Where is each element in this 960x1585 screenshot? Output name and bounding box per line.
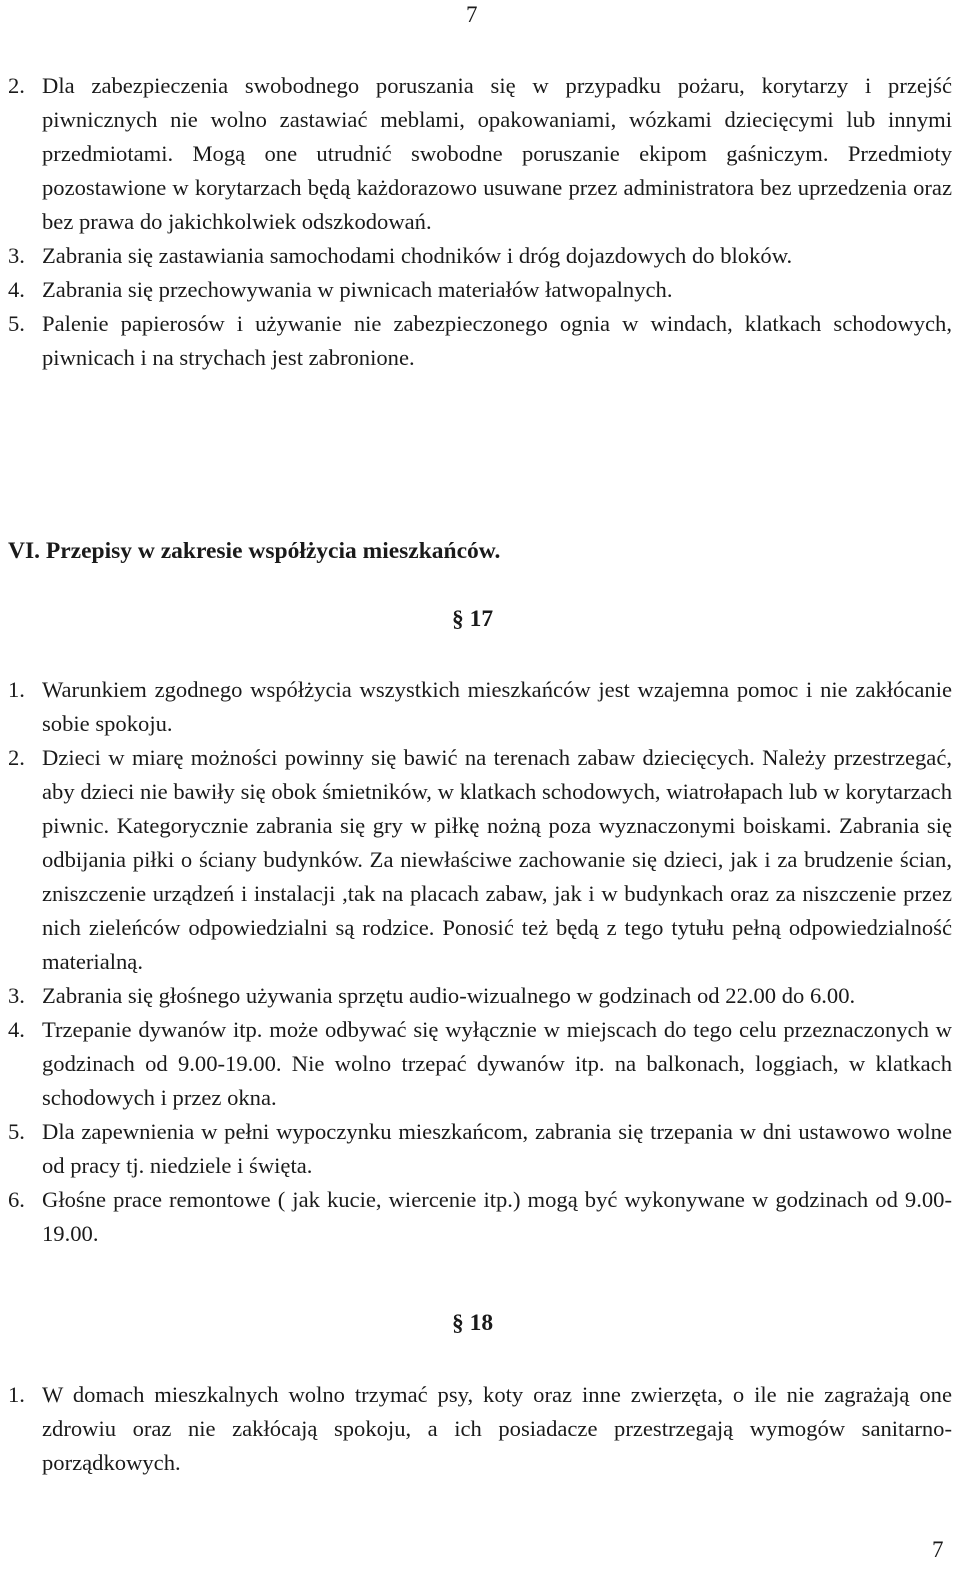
item-text: Warunkiem zgodnego współżycia wszystkich mieszkańców jest wzajemna pomoc i nie zakłócanie sobie spokoju. (42, 677, 952, 736)
item-text: Trzepanie dywanów itp. może odbywać się wyłącznie w miejscach do tego celu przeznaczonych w godzinach od 9.00-19.00. Nie wolno trzepać dywanów itp. na balkonach, loggiach, w klatkach schodowych i przez okna. (42, 1017, 952, 1110)
paragraph-17-list (8, 673, 952, 1251)
item-text: Zabrania się przechowywania w piwnicach materiałów łatwopalnych. (42, 277, 673, 302)
item-number: 3. (8, 243, 25, 268)
item-text: Dla zabezpieczenia swobodnego poruszania się w przypadku pożaru, korytarzy i przejść piwnicznych nie wolno zastawiać meblami, opakowaniami, wózkami dziecięcymi lub innymi przedmiotami. Mogą one utrudnić swobodne poruszanie ekipom gaśniczym. Przedmioty pozostawione w korytarzach będą każdorazowo usuwane przez administratora bez uprzedzenia oraz bez prawa do jakichkolwiek odszkodowań. (42, 73, 952, 234)
list-item (8, 741, 952, 979)
item-number: 4. (8, 277, 25, 302)
page-number-top: 7 (466, 2, 478, 27)
item-number: 2. (8, 73, 25, 98)
list-item (8, 273, 952, 307)
section-heading: VI. Przepisy w zakresie współżycia mieszkańców. (8, 538, 501, 564)
item-number: 5. (8, 311, 25, 336)
list-item (8, 673, 952, 741)
item-number: 5. (8, 1119, 25, 1144)
list-item (8, 239, 952, 273)
paragraph-18-list (8, 1378, 952, 1480)
list-item (8, 1115, 952, 1183)
paragraph-18-heading: § 18 (452, 1310, 494, 1336)
item-text: W domach mieszkalnych wolno trzymać psy, koty oraz inne zwierzęta, o ile nie zagrażają one zdrowiu oraz nie zakłócają spokoju, a ich posiadacze przestrzegają wymogów sanitarno-porządkowych. (42, 1382, 952, 1475)
item-number: 1. (8, 677, 25, 702)
list-item (8, 307, 952, 375)
item-text: Głośne prace remontowe ( jak kucie, wiercenie itp.) mogą być wykonywane w godzinach od 9.00-19.00. (42, 1187, 952, 1246)
item-number: 3. (8, 983, 25, 1008)
item-number: 6. (8, 1187, 25, 1212)
item-text: Palenie papierosów i używanie nie zabezpieczonego ognia w windach, klatkach schodowych, piwnicach i na strychach jest zabronione. (42, 311, 952, 370)
item-number: 1. (8, 1382, 25, 1407)
item-text: Zabrania się głośnego używania sprzętu audio-wizualnego w godzinach od 22.00 do 6.00. (42, 983, 856, 1008)
item-text: Dzieci w miarę możności powinny się bawić na terenach zabaw dziecięcych. Należy przestrzegać, aby dzieci nie bawiły się obok śmietników, w klatkach schodowych, wiatrołapach lub w korytarzach piwnic. Kategorycznie zabrania się gry w piłkę nożną poza wyznaczonymi boiskami. Zabrania się odbijania piłki o ściany budynków. Za niewłaściwe zachowanie się dzieci, jak i za brudzenie ścian, zniszczenie urządzeń i instalacji ,tak na placach zabaw, jak i w budynkach oraz za niszczenie przez nich zieleńców odpowiedzialni są rodzice. Ponosić też będą z tego tytułu pełną odpowiedzialność materialną. (42, 745, 952, 974)
item-text: Zabrania się zastawiania samochodami chodników i dróg dojazdowych do bloków. (42, 243, 793, 268)
paragraph-17-heading: § 17 (452, 606, 494, 632)
item-number: 4. (8, 1017, 25, 1042)
item-text: Dla zapewnienia w pełni wypoczynku mieszkańcom, zabrania się trzepania w dni ustawowo wolne od pracy tj. niedziele i święta. (42, 1119, 952, 1178)
upper-list (8, 69, 952, 375)
list-item (8, 1378, 952, 1480)
list-item (8, 69, 952, 239)
list-item (8, 1013, 952, 1115)
page-number-bottom: 7 (932, 1537, 944, 1562)
list-item (8, 979, 952, 1013)
item-number: 2. (8, 745, 25, 770)
list-item (8, 1183, 952, 1251)
